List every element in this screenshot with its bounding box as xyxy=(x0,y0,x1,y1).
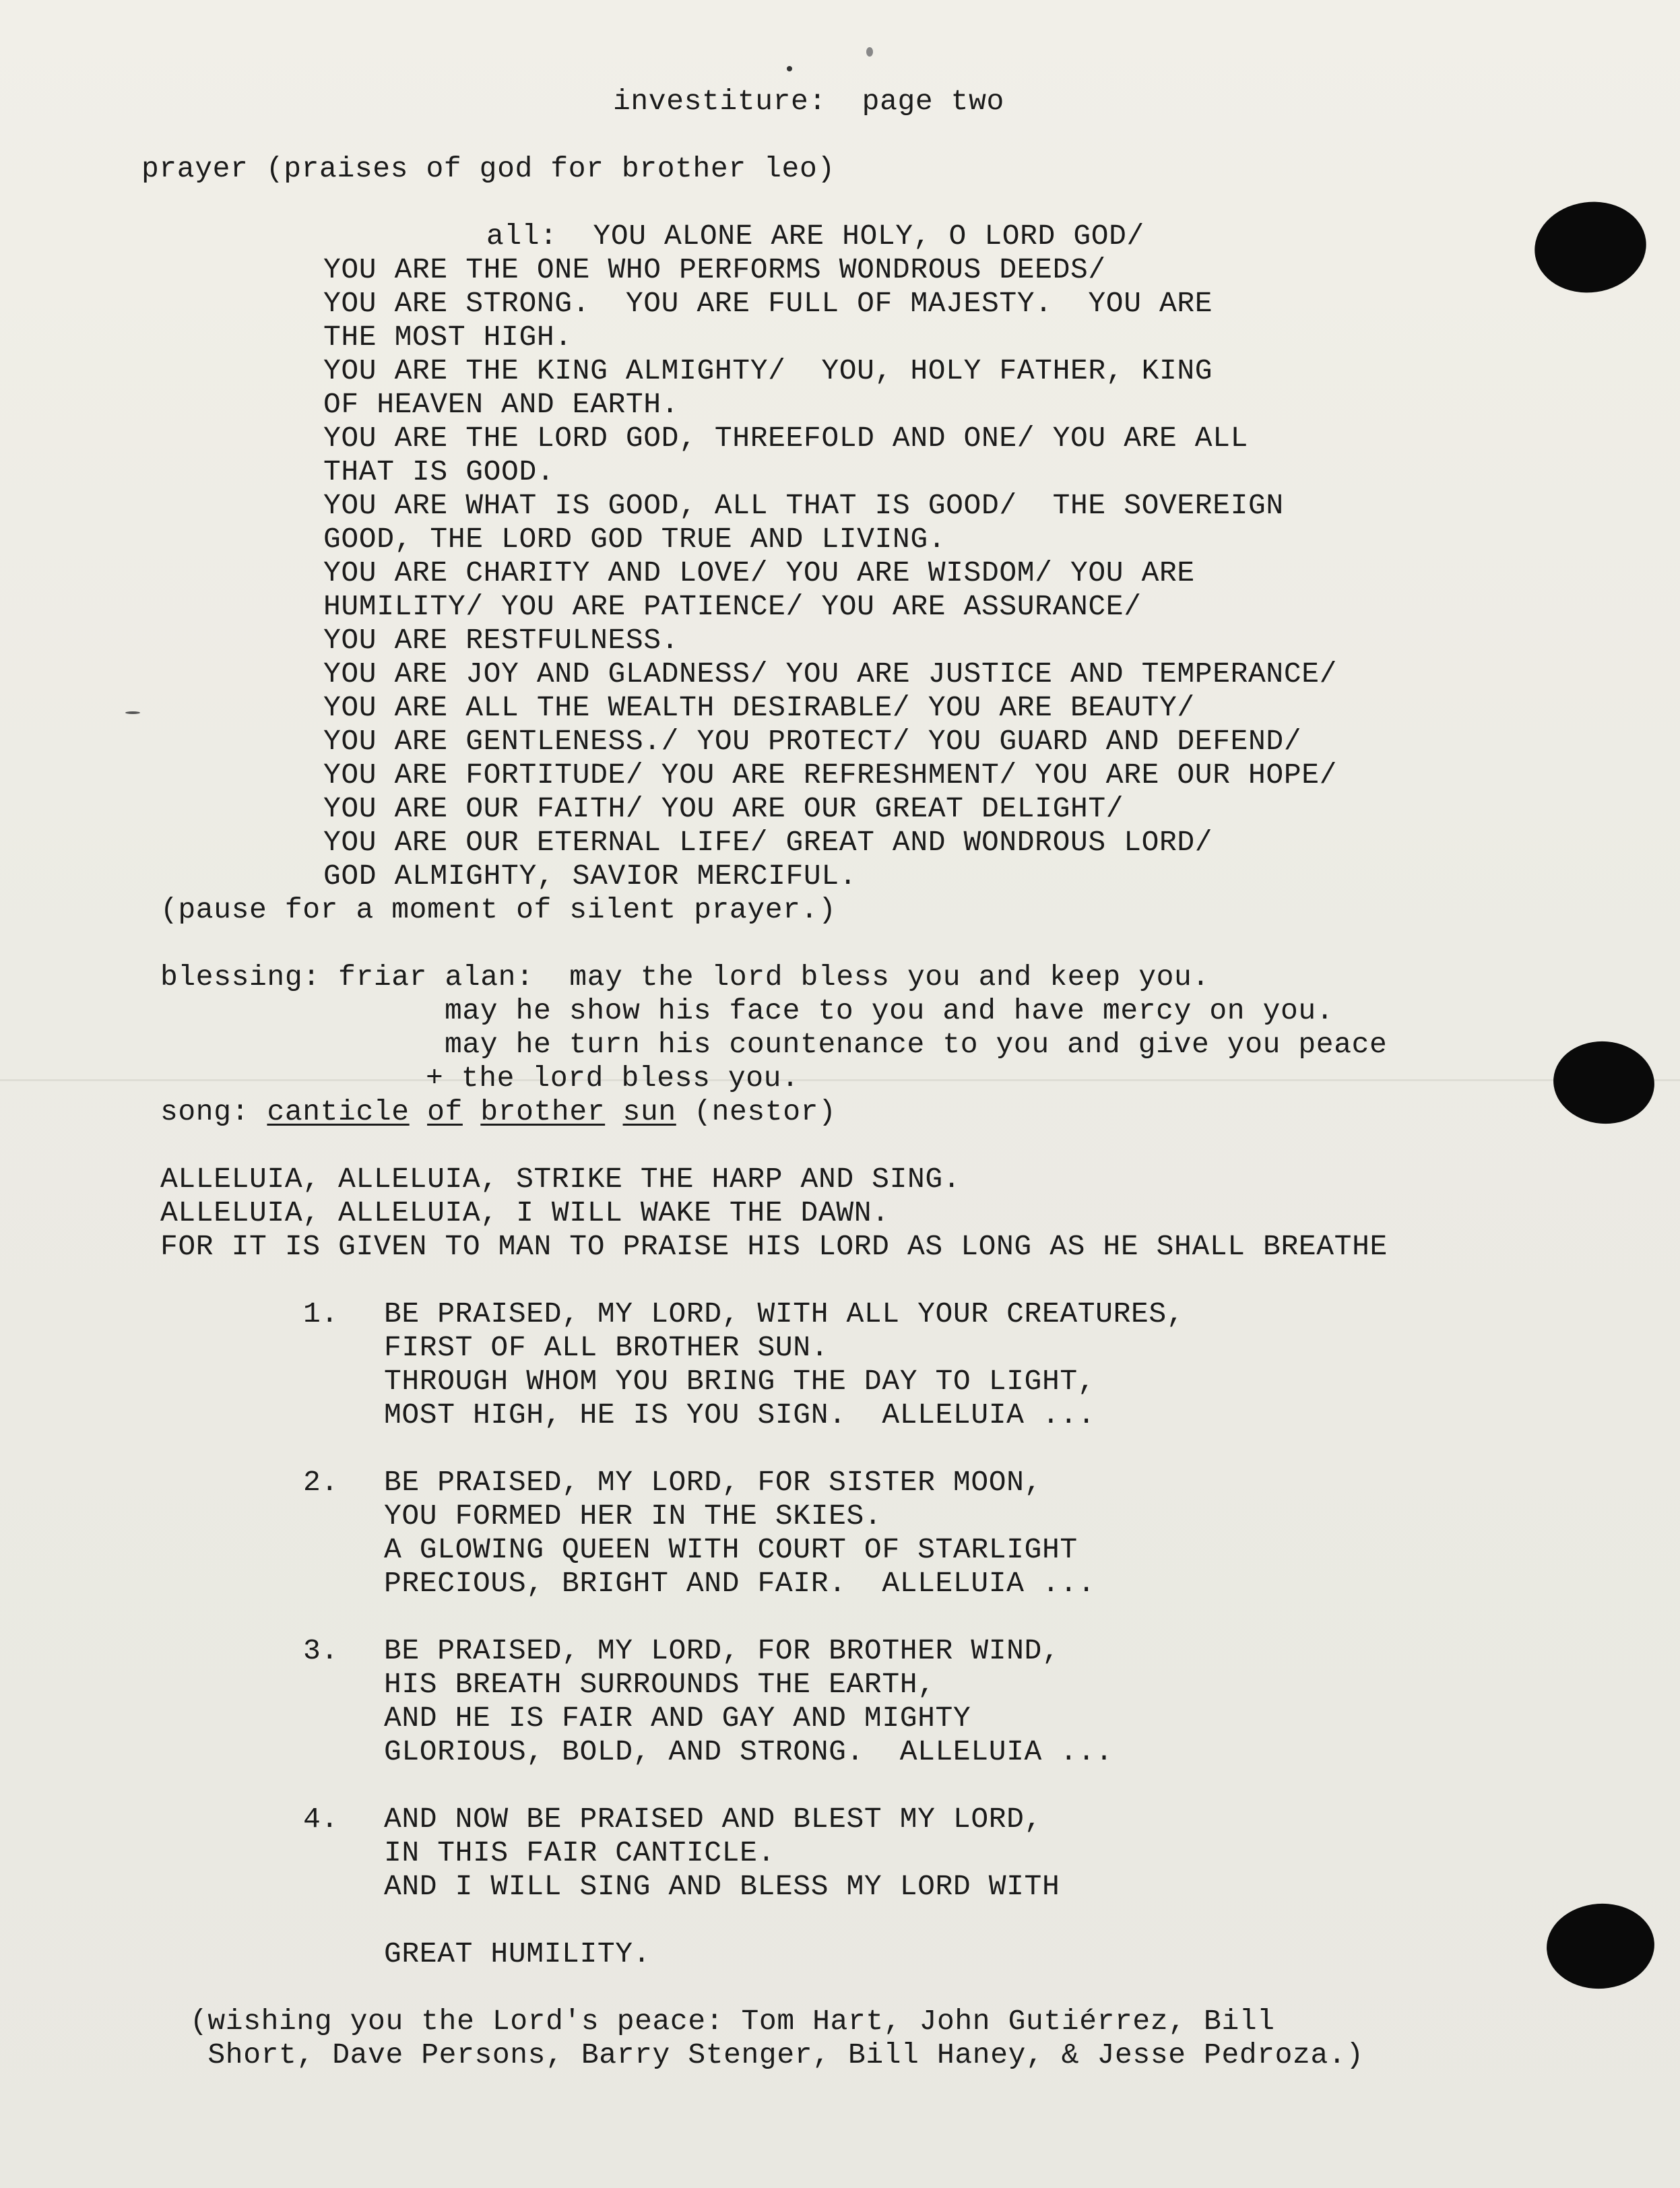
prayer-line: YOU ARE RESTFULNESS. xyxy=(323,624,680,657)
verse-line: BE PRAISED, MY LORD, FOR BROTHER WIND, xyxy=(384,1634,1060,1667)
blessing-line: may he turn his countenance to you and give you peace xyxy=(445,1028,1388,1061)
verse-number: 4. xyxy=(303,1803,339,1836)
song-title-word: sun xyxy=(622,1095,676,1128)
prayer-heading: prayer (praises of god for brother leo) xyxy=(141,152,835,185)
closing-line: (wishing you the Lord's peace: Tom Hart, John Gutiérrez, Bill xyxy=(190,2005,1275,2038)
verse-number: 3. xyxy=(303,1634,339,1667)
prayer-line: all: YOU ALONE ARE HOLY, O LORD GOD/ xyxy=(486,220,1144,253)
closing-line: Short, Dave Persons, Barry Stenger, Bill Haney, & Jesse Pedroza.) xyxy=(190,2038,1364,2071)
verse-line: GREAT HUMILITY. xyxy=(384,1937,651,1970)
verse-line: THROUGH WHOM YOU BRING THE DAY TO LIGHT, xyxy=(384,1365,1096,1398)
prayer-line: YOU ARE GENTLENESS./ YOU PROTECT/ YOU GUARD AND DEFEND/ xyxy=(323,725,1302,758)
ink-speck xyxy=(866,47,873,57)
song-title-word: of xyxy=(427,1095,463,1128)
blessing-line: may he show his face to you and have mercy on you. xyxy=(445,994,1334,1027)
refrain-line: FOR IT IS GIVEN TO MAN TO PRAISE HIS LORD AS LONG AS HE SHALL BREATHE xyxy=(160,1230,1388,1263)
verse-line: A GLOWING QUEEN WITH COURT OF STARLIGHT xyxy=(384,1533,1078,1566)
verse-line: YOU FORMED HER IN THE SKIES. xyxy=(384,1500,882,1533)
prayer-line: YOU ARE CHARITY AND LOVE/ YOU ARE WISDOM/ YOU ARE xyxy=(323,556,1195,589)
prayer-line: YOU ARE FORTITUDE/ YOU ARE REFRESHMENT/ YOU ARE OUR HOPE/ xyxy=(323,759,1338,792)
song-title-word: canticle xyxy=(267,1095,410,1128)
verse-line: BE PRAISED, MY LORD, FOR SISTER MOON, xyxy=(384,1466,1042,1499)
verse-line: HIS BREATH SURROUNDS THE EARTH, xyxy=(384,1668,936,1701)
prayer-line: YOU ARE STRONG. YOU ARE FULL OF MAJESTY. YOU ARE xyxy=(323,287,1213,320)
verse-line: MOST HIGH, HE IS YOU SIGN. ALLELUIA ... xyxy=(384,1398,1096,1431)
prayer-line: YOU ARE ALL THE WEALTH DESIRABLE/ YOU ARE BEAUTY/ xyxy=(323,691,1195,724)
verse-line: PRECIOUS, BRIGHT AND FAIR. ALLELUIA ... xyxy=(384,1567,1096,1600)
verse-line: FIRST OF ALL BROTHER SUN. xyxy=(384,1331,829,1364)
verse-line: IN THIS FAIR CANTICLE. xyxy=(384,1836,775,1869)
prayer-line: THAT IS GOOD. xyxy=(323,455,555,488)
prayer-line: YOU ARE THE ONE WHO PERFORMS WONDROUS DEEDS/ xyxy=(323,253,1106,286)
ink-speck xyxy=(125,711,140,714)
verse-number: 2. xyxy=(303,1466,339,1499)
ink-speck xyxy=(787,66,792,71)
song-label: song: xyxy=(160,1095,267,1128)
prayer-line: GOD ALMIGHTY, SAVIOR MERCIFUL. xyxy=(323,860,858,893)
blessing-line: + the lord bless you. xyxy=(426,1062,800,1095)
verse-line: AND HE IS FAIR AND GAY AND MIGHTY xyxy=(384,1702,971,1735)
song-heading xyxy=(160,1095,836,1129)
prayer-line: HUMILITY/ YOU ARE PATIENCE/ YOU ARE ASSURANCE/ xyxy=(323,590,1142,623)
prayer-line: GOOD, THE LORD GOD TRUE AND LIVING. xyxy=(323,523,946,556)
prayer-line: OF HEAVEN AND EARTH. xyxy=(323,388,680,421)
song-author: (nestor) xyxy=(694,1095,837,1128)
verse-line: AND I WILL SING AND BLESS MY LORD WITH xyxy=(384,1870,1060,1903)
prayer-line: YOU ARE WHAT IS GOOD, ALL THAT IS GOOD/ THE SOVEREIGN xyxy=(323,489,1284,522)
prayer-line: YOU ARE JOY AND GLADNESS/ YOU ARE JUSTICE AND TEMPERANCE/ xyxy=(323,657,1338,690)
verse-line: AND NOW BE PRAISED AND BLEST MY LORD, xyxy=(384,1803,1042,1836)
song-title-word: brother xyxy=(480,1095,606,1128)
verse-line: GLORIOUS, BOLD, AND STRONG. ALLELUIA ... xyxy=(384,1735,1113,1768)
prayer-line: YOU ARE THE LORD GOD, THREEFOLD AND ONE/ YOU ARE ALL xyxy=(323,422,1249,455)
prayer-line: YOU ARE OUR FAITH/ YOU ARE OUR GREAT DELIGHT/ xyxy=(323,792,1124,825)
blessing-line: blessing: friar alan: may the lord bless you and keep you. xyxy=(160,961,1210,994)
verse-number: 1. xyxy=(303,1297,339,1330)
prayer-line: THE MOST HIGH. xyxy=(323,321,573,354)
verse-line: BE PRAISED, MY LORD, WITH ALL YOUR CREATURES, xyxy=(384,1297,1185,1330)
refrain-line: ALLELUIA, ALLELUIA, I WILL WAKE THE DAWN. xyxy=(160,1196,890,1229)
prayer-line: YOU ARE THE KING ALMIGHTY/ YOU, HOLY FATHER, KING xyxy=(323,354,1213,387)
prayer-pause-note: (pause for a moment of silent prayer.) xyxy=(160,893,837,926)
paper-fold xyxy=(0,1079,1680,1081)
page-title: investiture: page two xyxy=(613,85,1004,118)
prayer-line: YOU ARE OUR ETERNAL LIFE/ GREAT AND WONDROUS LORD/ xyxy=(323,826,1213,859)
refrain-line: ALLELUIA, ALLELUIA, STRIKE THE HARP AND SING. xyxy=(160,1163,961,1196)
